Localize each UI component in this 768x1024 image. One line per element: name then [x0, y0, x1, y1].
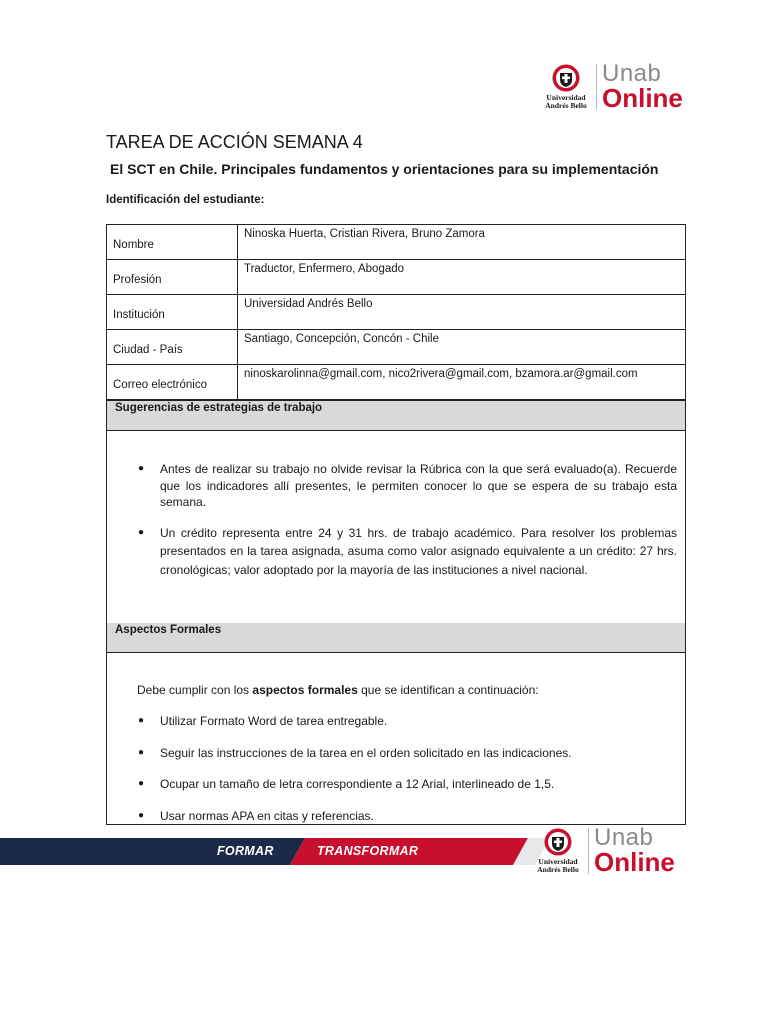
bullet-icon: ● — [138, 715, 145, 726]
row-label: Institución — [107, 295, 238, 330]
list-item-text: Antes de realizar su trabajo no olvide revisar la Rúbrica con la que será evaluado(a). Recuerde que los indicadores allí presentes, le permiten conocer lo que se espera de su trabajo esta semana. — [160, 462, 677, 509]
university-name — [537, 858, 578, 874]
bullet-icon: ● — [138, 463, 145, 474]
bullet-icon: ● — [138, 746, 145, 758]
logo-word-online: Online — [594, 847, 675, 877]
crest-icon — [543, 827, 573, 857]
unab-online-logo — [540, 62, 683, 111]
row-value: Universidad Andrés Bello — [238, 295, 686, 330]
logo-wordmark — [594, 826, 675, 875]
list-item-text: Utilizar Formato Word de tarea entregable. — [160, 714, 388, 728]
logo-word-online: Online — [602, 83, 683, 113]
bullet-icon: ● — [138, 809, 145, 821]
formal-aspects-box — [106, 623, 686, 825]
intro-text-bold: aspectos formales — [252, 683, 358, 697]
formal-aspects-intro — [137, 683, 685, 697]
table-row — [107, 330, 686, 365]
university-crest — [532, 827, 584, 874]
bullet-icon: ● — [138, 778, 145, 789]
document-title: TAREA DE ACCIÓN SEMANA 4 — [106, 132, 363, 152]
strategies-box — [106, 400, 686, 625]
list-item — [138, 713, 677, 730]
footer-word-formar: FORMAR — [217, 844, 274, 858]
list-item — [138, 808, 677, 825]
table-row — [107, 225, 686, 260]
list-item-text: Un crédito representa entre 24 y 31 hrs. de trabajo académico. Para resolver los problemas presentados en la tarea asignada, asuma como valor asignado equivalente a un crédito: 27 hrs. cronológicas; valor adoptado por la mayoría de las instituciones a nivel nacional. — [160, 525, 677, 577]
university-name-line2: Andrés Bello — [545, 101, 587, 110]
document-subtitle: El SCT en Chile. Principales fundamentos y orientaciones para su implementación — [110, 161, 659, 177]
university-name-line1: Universidad — [546, 93, 586, 102]
table-row — [107, 295, 686, 330]
strategies-list — [107, 431, 685, 579]
table-row — [107, 365, 686, 400]
unab-online-logo-footer — [532, 826, 675, 875]
formal-aspects-header: Aspectos Formales — [107, 623, 685, 653]
row-label: Ciudad - País — [107, 330, 238, 365]
list-item — [138, 461, 677, 511]
student-info-table — [106, 224, 686, 400]
row-label: Profesión — [107, 260, 238, 295]
table-row — [107, 260, 686, 295]
logo-divider — [588, 828, 589, 874]
list-item — [138, 524, 677, 580]
university-crest — [540, 63, 592, 110]
formal-aspects-list — [107, 697, 685, 824]
list-item-text: Usar normas APA en citas y referencias. — [160, 808, 374, 823]
list-item — [138, 776, 677, 793]
bullet-icon: ● — [138, 526, 145, 538]
logo-word-unab: Unab — [594, 824, 654, 851]
university-name-line2: Andrés Bello — [537, 865, 579, 874]
list-item-text: Ocupar un tamaño de letra correspondiente a 12 Arial, interlineado de 1,5. — [160, 777, 555, 791]
footer-word-transformar: TRANSFORMAR — [317, 844, 419, 858]
list-item — [138, 745, 677, 762]
intro-text-post: que se identifican a continuación: — [357, 683, 539, 697]
row-value: ninoskarolinna@gmail.com, nico2rivera@gmail.com, bzamora.ar@gmail.com — [238, 365, 686, 400]
intro-text-pre: Debe cumplir con los — [137, 683, 253, 697]
university-name-line1: Universidad — [538, 857, 578, 866]
crest-icon — [551, 63, 581, 93]
logo-divider — [596, 64, 597, 110]
logo-word-unab: Unab — [602, 60, 662, 87]
logo-wordmark — [602, 62, 683, 111]
row-label: Nombre — [107, 225, 238, 260]
student-section-label: Identificación del estudiante: — [106, 194, 265, 206]
row-value: Traductor, Enfermero, Abogado — [238, 260, 686, 295]
list-item-text: Seguir las instrucciones de la tarea en el orden solicitado en las indicaciones. — [160, 745, 572, 760]
university-name — [545, 94, 586, 110]
row-label: Correo electrónico — [107, 365, 238, 400]
row-value: Ninoska Huerta, Cristian Rivera, Bruno Zamora — [238, 225, 686, 260]
row-value: Santiago, Concepción, Concón - Chile — [238, 330, 686, 365]
strategies-header: Sugerencias de estrategias de trabajo — [107, 401, 685, 431]
